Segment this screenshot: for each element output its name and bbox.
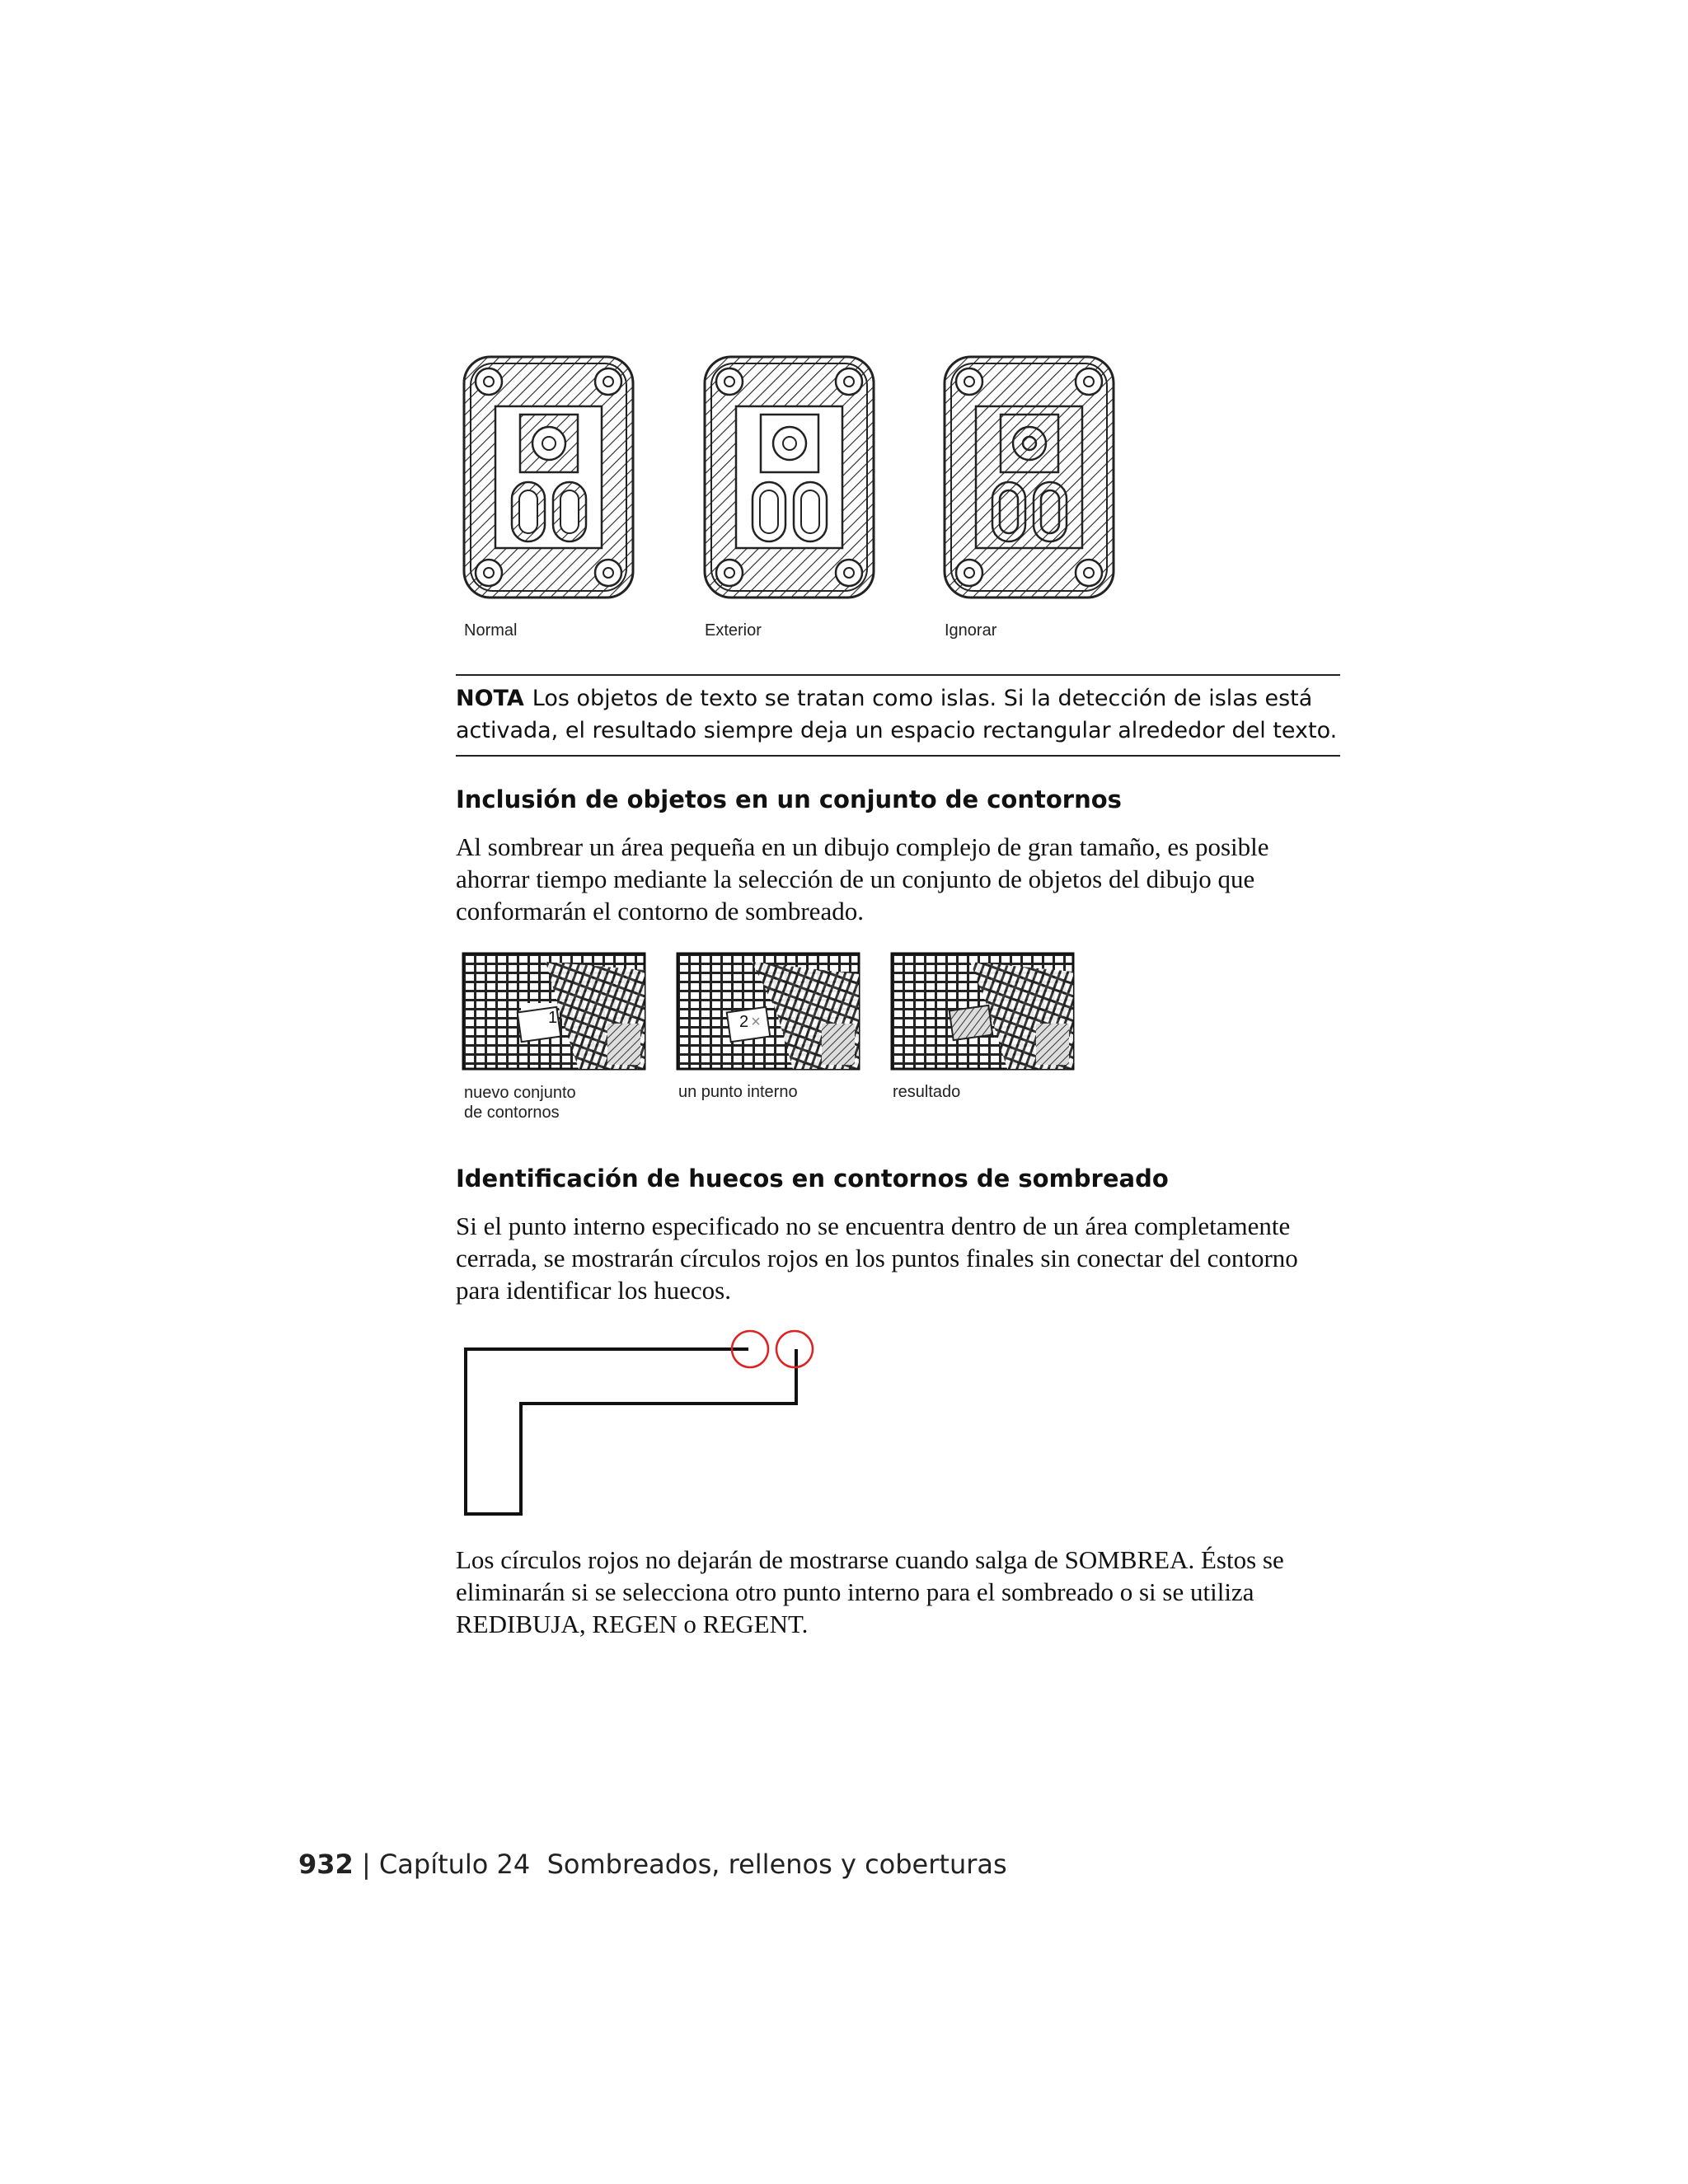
caption-result: resultado bbox=[893, 1083, 961, 1101]
marker-point-1: 1 bbox=[548, 1009, 558, 1027]
gap-boundary-figure bbox=[453, 1323, 832, 1521]
note-text: Los objetos de texto se tratan como islas. Si la detección de islas está activada, el resultado siempre deja un espacio rectangular alrededor del texto. bbox=[456, 686, 1338, 743]
section-paragraph-gaps: Si el punto interno especificado no se encuentra dentro de un área completamente cerrada, se mostrarán círculos rojos en los puntos finales sin conectar del contorno para identificar los huecos. bbox=[456, 1212, 1298, 1305]
caption-normal: Normal bbox=[464, 621, 518, 640]
hatch-panel-ignore bbox=[945, 357, 1114, 598]
cross-icon: × bbox=[751, 1013, 761, 1031]
note-box bbox=[456, 674, 1340, 757]
hatch-style-figure bbox=[445, 346, 1137, 610]
caption-new-boundary-set: nuevo conjunto de contornos bbox=[464, 1084, 576, 1122]
footer-chapter: Capítulo 24 bbox=[378, 1849, 531, 1880]
closing-paragraph: Los círculos rojos no dejarán de mostrarse cuando salga de SOMBREA. Éstos se eliminarán si se selecciona otro punto interno para el sombreado o si se utiliza REDIBUJA, REGEN o REGENT. bbox=[456, 1545, 1284, 1638]
map-internal-point bbox=[678, 954, 859, 1069]
map-result bbox=[892, 954, 1073, 1069]
footer-separator: | bbox=[361, 1849, 371, 1880]
section-heading-gaps: Identificación de huecos en contornos de sombreado bbox=[456, 1165, 1169, 1193]
open-boundary-outline bbox=[466, 1349, 796, 1514]
marker-point-2 bbox=[739, 1013, 761, 1032]
section-heading-boundary-set: Inclusión de objetos en un conjunto de contornos bbox=[456, 785, 1122, 813]
caption-exterior: Exterior bbox=[705, 621, 762, 640]
footer-chapter-title: Sombreados, rellenos y coberturas bbox=[546, 1849, 1007, 1880]
hatch-panel-normal bbox=[464, 357, 633, 598]
marker-point-2-label: 2 bbox=[739, 1013, 749, 1031]
section-paragraph-boundary-set: Al sombrear un área pequeña en un dibujo complejo de gran tamaño, es posible ahorrar tiempo mediante la selección de un conjunto de objetos del dibujo que conformarán el contorno de sombreado. bbox=[456, 832, 1269, 926]
hatch-panel-exterior bbox=[705, 357, 874, 598]
note-label: NOTA bbox=[456, 686, 524, 711]
page-footer bbox=[298, 1849, 1007, 1880]
page-number: 932 bbox=[298, 1849, 354, 1880]
caption-internal-point: un punto interno bbox=[678, 1083, 798, 1101]
caption-ignore: Ignorar bbox=[945, 621, 997, 640]
